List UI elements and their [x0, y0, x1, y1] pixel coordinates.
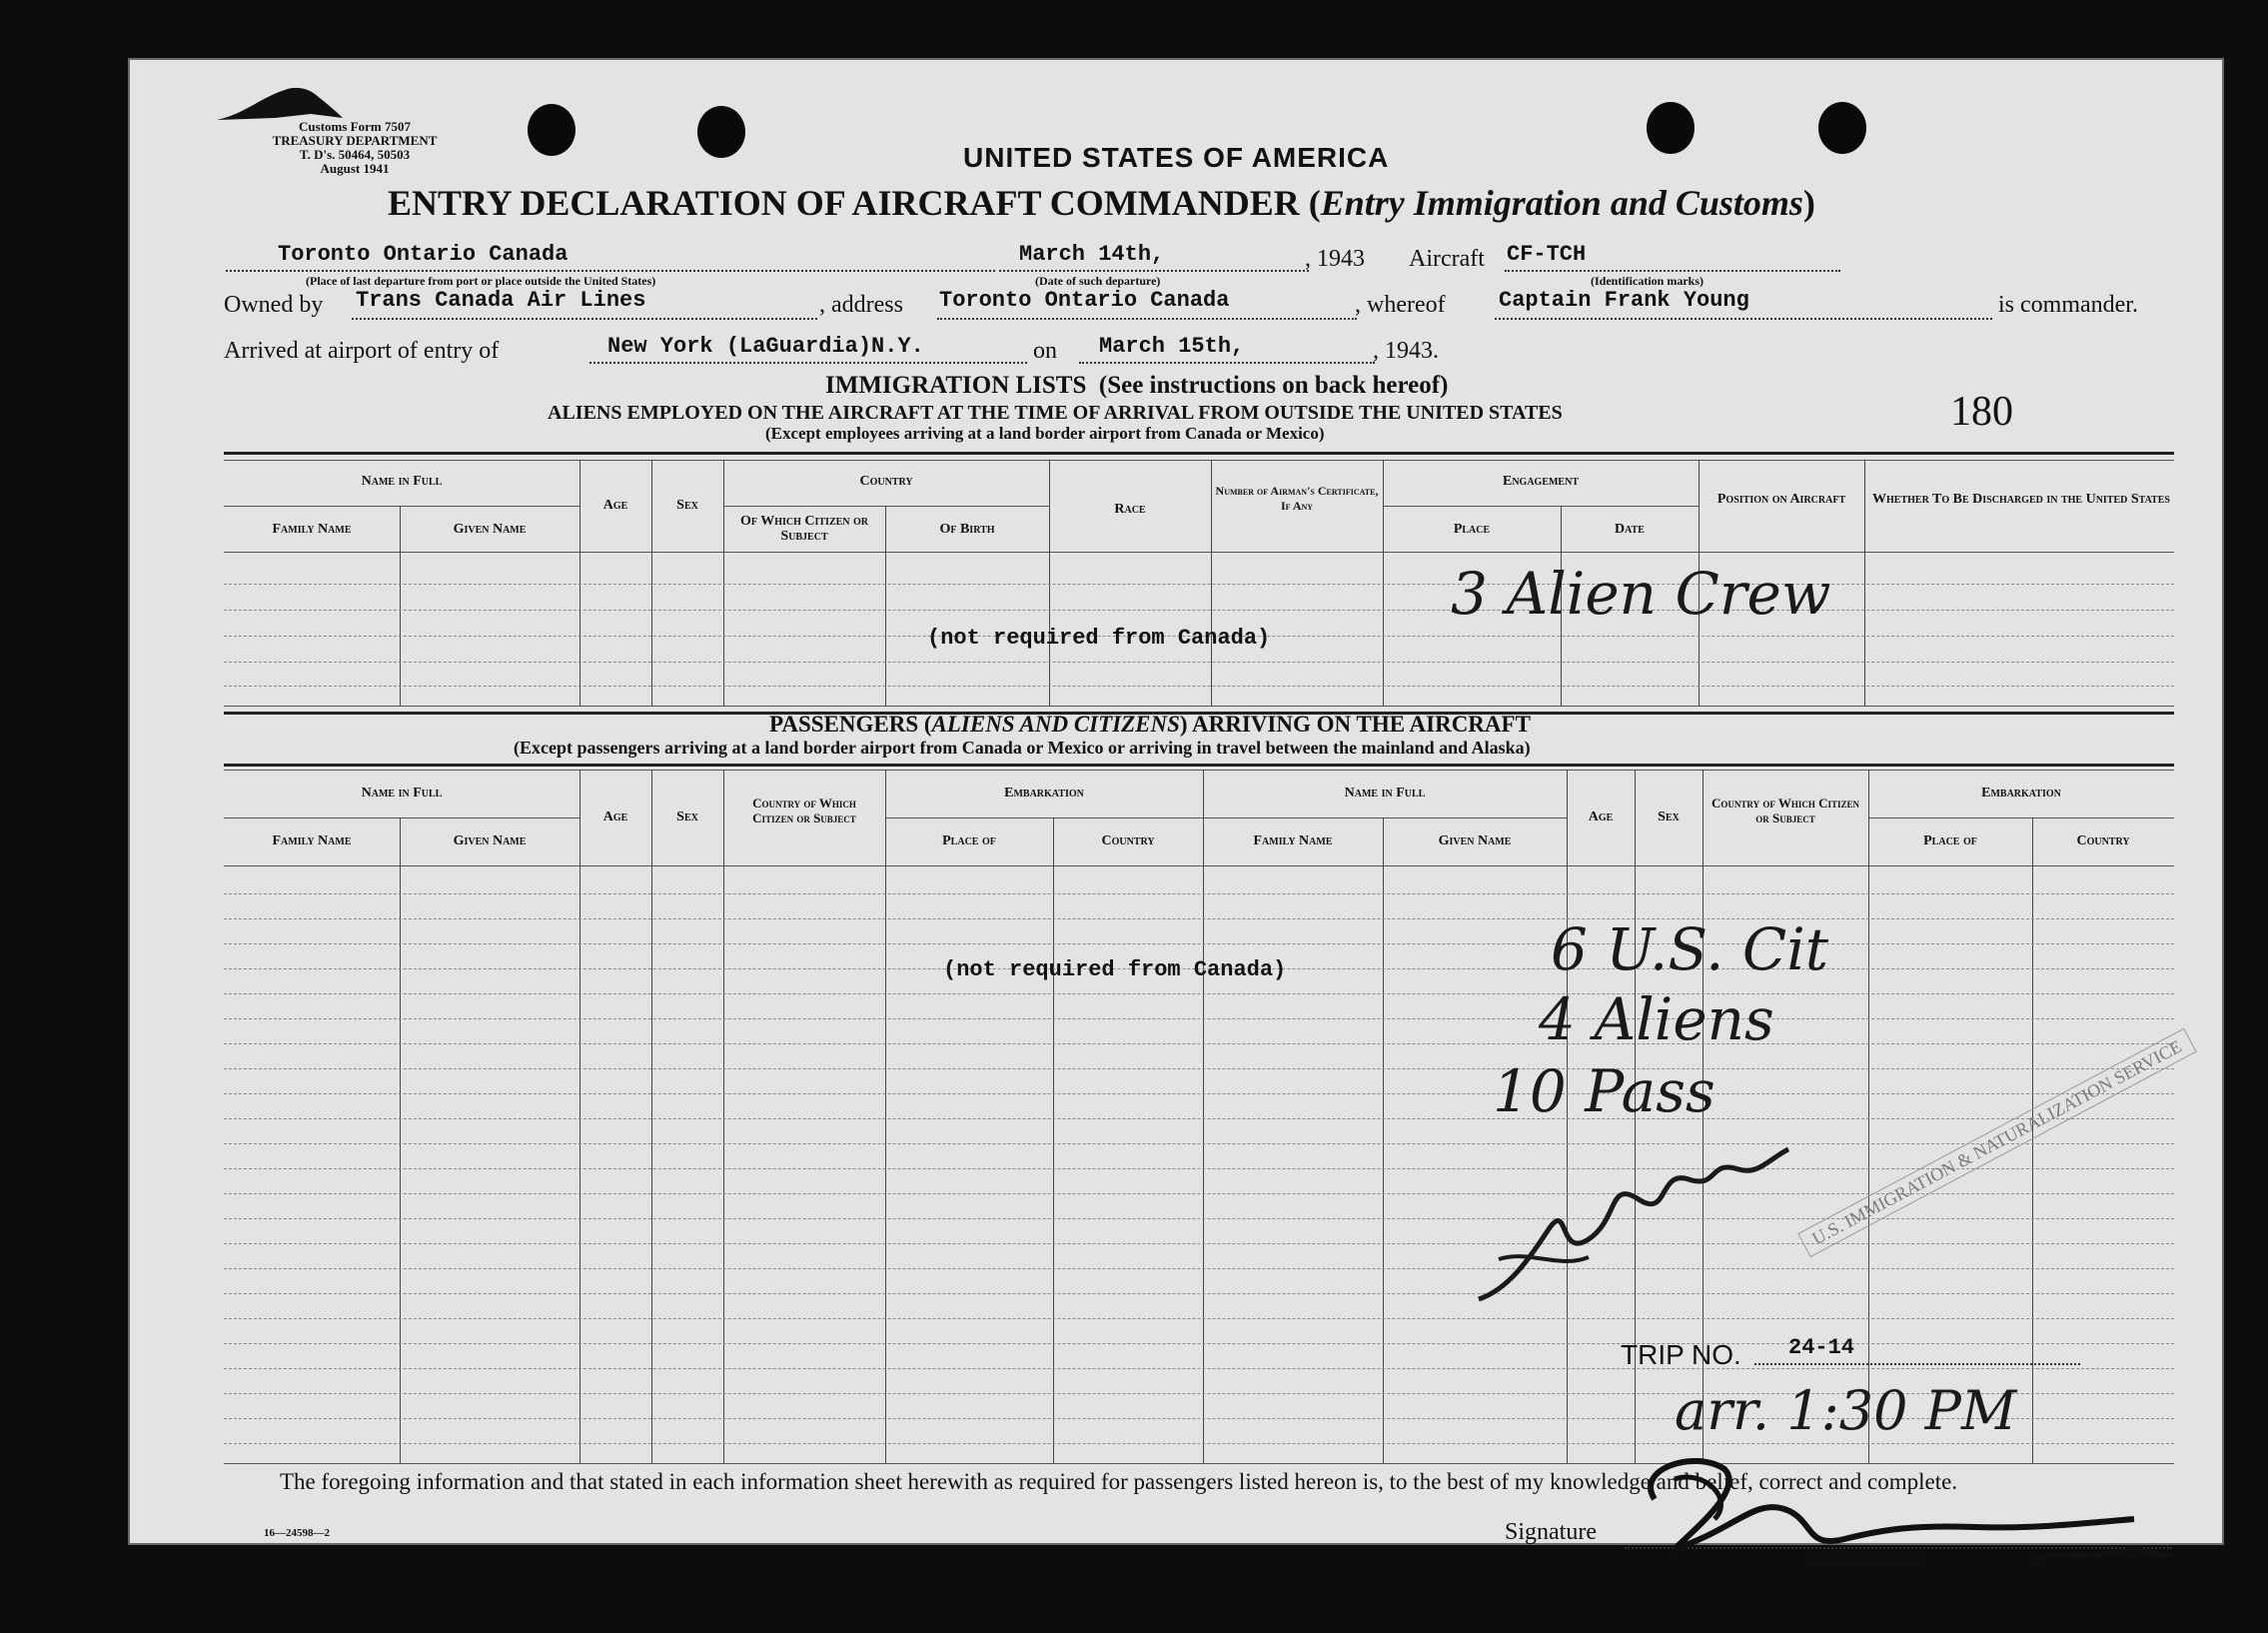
- col-age: Age: [602, 498, 628, 513]
- column-divider: [400, 817, 401, 1463]
- col-citizen-of: Country of Which Citizen or Subject: [752, 796, 856, 825]
- row-rule: [224, 1168, 2174, 1169]
- owned-by-label: Owned by: [224, 292, 324, 318]
- signature-label: Signature: [1505, 1519, 1597, 1545]
- column-divider: [2032, 817, 2033, 1463]
- passengers-title-italic: ALIENS AND CITIZENS: [931, 712, 1180, 737]
- table-rule: [885, 817, 1203, 818]
- departure-place: Toronto Ontario Canada: [278, 242, 568, 267]
- col-engagement: Engagement: [1502, 474, 1579, 489]
- punch-hole: [528, 104, 575, 156]
- passengers-subnote: (Except passengers arriving at a land border airport from Canada or Mexico or arriving in travel between the mainland and Alaska): [514, 738, 1531, 758]
- immigration-title: [825, 372, 1448, 400]
- column-divider: [885, 770, 886, 1463]
- col-name-in-full: Name in Full: [361, 474, 443, 489]
- col-family-name-right: Family Name: [1253, 833, 1333, 848]
- official-stamp: U.S. IMMIGRATION & NATURALIZATION SERVICE: [1797, 1028, 2196, 1257]
- arrival-on-label: on: [1033, 338, 1057, 364]
- eagle-emblem-icon: [215, 84, 345, 124]
- underline: [226, 270, 995, 272]
- arrival-year: , 1943.: [1373, 338, 1439, 364]
- table-border: [224, 452, 2174, 455]
- punch-hole: [697, 106, 745, 158]
- row-rule: [224, 1318, 2174, 1319]
- row-rule: [224, 918, 2174, 919]
- form-code: 16—24598—2: [264, 1527, 330, 1539]
- country-title: UNITED STATES OF AMERICA: [963, 142, 1390, 173]
- immigration-title-text: IMMIGRATION LISTS: [825, 372, 1087, 399]
- td-reference: T. D's. 50464, 50503: [299, 147, 411, 162]
- column-divider: [1049, 460, 1050, 706]
- row-rule: [224, 943, 2174, 944]
- handwritten-arrival-time: arr. 1:30 PM: [1675, 1379, 2017, 1442]
- column-divider: [1211, 460, 1212, 706]
- column-divider: [1383, 817, 1384, 1463]
- col-discharged: Whether To Be Discharged in the United States: [1872, 492, 2170, 507]
- form-title: [388, 182, 1815, 224]
- col-date: Date: [1615, 522, 1645, 537]
- crew-handwritten-note: 3 Alien Crew: [1451, 560, 1831, 628]
- col-family-name: Family Name: [272, 833, 352, 848]
- form-date: August 1941: [320, 161, 390, 176]
- departure-date-caption: (Date of such departure): [1035, 274, 1161, 288]
- trip-number: 24-14: [1788, 1335, 1855, 1360]
- departure-place-caption: (Place of last departure from port or place outside the United States): [306, 274, 656, 288]
- form-number: Customs Form 7507: [299, 119, 411, 134]
- underline: [1505, 270, 1840, 272]
- underline: [1754, 1363, 2080, 1365]
- col-age-right: Age: [1588, 810, 1614, 824]
- commander-signature: [1615, 1439, 2184, 1579]
- col-given-name-right: Given Name: [1438, 833, 1512, 848]
- punch-hole: [1818, 102, 1866, 154]
- form-id-block: [210, 120, 500, 176]
- row-rule: [224, 662, 2174, 663]
- underline: [1079, 362, 1375, 364]
- passengers-typed-note: (not required from Canada): [943, 957, 1287, 982]
- table-rule: [224, 706, 2174, 707]
- department: TREASURY DEPARTMENT: [272, 133, 438, 148]
- col-name-in-full-right: Name in Full: [1344, 786, 1426, 801]
- address-label: , address: [819, 292, 903, 318]
- title-main: ENTRY DECLARATION OF AIRCRAFT COMMANDER (: [388, 183, 1321, 223]
- certification-statement: The foregoing information and that stated in each information sheet herewith as required for passengers listed hereon is, to the best of my knowledge and belief, correct and complete.: [280, 1469, 1958, 1494]
- col-name-in-full: Name in Full: [361, 786, 443, 801]
- row-rule: [224, 1068, 2174, 1069]
- row-rule: [224, 1143, 2174, 1144]
- aircraft-marks: CF-TCH: [1507, 242, 1587, 267]
- arrival-airport: New York (LaGuardia)N.Y.: [607, 334, 924, 359]
- row-rule: [224, 1293, 2174, 1294]
- col-of-birth: Of Birth: [939, 522, 995, 537]
- col-country: Country: [1101, 833, 1155, 848]
- handwritten-passengers: 10 Pass: [1493, 1057, 1715, 1125]
- row-rule: [224, 1243, 2174, 1244]
- column-divider: [651, 460, 652, 706]
- arrival-date: March 15th,: [1099, 334, 1245, 359]
- col-country-right: Country: [2076, 833, 2130, 848]
- commander-name: Captain Frank Young: [1499, 288, 1749, 313]
- row-rule: [224, 993, 2174, 994]
- immigration-officer-signature: [1469, 1139, 1798, 1319]
- col-embarkation-right: Embarkation: [1981, 786, 2061, 801]
- row-rule: [224, 610, 2174, 611]
- underline: [352, 318, 817, 320]
- stamped-number: 180: [1950, 389, 2013, 435]
- column-divider: [1864, 460, 1865, 706]
- col-age: Age: [602, 810, 628, 824]
- column-divider: [1203, 770, 1204, 1463]
- row-rule: [224, 686, 2174, 687]
- column-divider: [1383, 460, 1384, 706]
- table-rule: [224, 865, 2174, 866]
- row-rule: [224, 584, 2174, 585]
- row-rule: [224, 893, 2174, 894]
- table-rule: [723, 506, 1049, 507]
- col-sex: Sex: [676, 498, 698, 513]
- row-rule: [224, 1118, 2174, 1119]
- row-rule: [224, 1268, 2174, 1269]
- passengers-title-b: ) ARRIVING ON THE AIRCRAFT: [1179, 712, 1531, 737]
- crew-typed-note: (not required from Canada): [927, 626, 1271, 651]
- row-rule: [224, 1368, 2174, 1369]
- column-divider: [723, 460, 724, 706]
- underline: [999, 270, 1309, 272]
- aircraft-caption: (Identification marks): [1591, 274, 1703, 288]
- col-sex: Sex: [676, 810, 698, 824]
- passengers-title-a: PASSENGERS (: [769, 712, 932, 737]
- departure-date: March 14th,: [1019, 242, 1165, 267]
- col-citizen-of: Of Which Citizen or Subject: [739, 514, 869, 544]
- trip-label: TRIP NO.: [1621, 1339, 1741, 1370]
- passengers-title: [769, 712, 1531, 738]
- col-place-of: Place of: [942, 833, 996, 848]
- column-divider: [1053, 817, 1054, 1463]
- col-place-of-right: Place of: [1923, 833, 1977, 848]
- col-citizen-of-right: Country of Which Citizen or Subject: [1711, 796, 1859, 825]
- column-divider: [723, 770, 724, 1463]
- table-rule: [224, 506, 579, 507]
- column-divider: [579, 770, 580, 1463]
- immigration-subnote: (Except employees arriving at a land border airport from Canada or Mexico): [765, 424, 1325, 443]
- table-rule: [1868, 817, 2174, 818]
- row-rule: [224, 1343, 2174, 1344]
- col-embarkation: Embarkation: [1004, 786, 1084, 801]
- column-divider: [579, 460, 580, 706]
- col-position: Position on Aircraft: [1716, 492, 1846, 507]
- whereof-label: , whereof: [1355, 292, 1446, 318]
- row-rule: [224, 1018, 2174, 1019]
- underline: [1495, 318, 1992, 320]
- col-airman-cert: Number of Airman's Certificate, If Any: [1215, 484, 1379, 513]
- col-place: Place: [1453, 522, 1491, 537]
- col-country: Country: [859, 474, 913, 489]
- immigration-title-note: (See instructions on back hereof): [1098, 372, 1449, 399]
- col-race: Race: [1114, 502, 1146, 517]
- col-family-name: Family Name: [272, 522, 352, 537]
- immigration-subtitle: ALIENS EMPLOYED ON THE AIRCRAFT AT THE TIME OF ARRIVAL FROM OUTSIDE THE UNITED STATES: [548, 402, 1563, 424]
- row-rule: [224, 1093, 2174, 1094]
- aircraft-label: Aircraft: [1409, 246, 1485, 272]
- col-given-name: Given Name: [453, 522, 527, 537]
- underline: [589, 362, 1027, 364]
- table-border: [224, 764, 2174, 767]
- commander-suffix: is commander.: [1998, 292, 2138, 318]
- table-rule: [224, 770, 2174, 771]
- signature-caption: (Aircraft commander): [1806, 1549, 1921, 1563]
- handwritten-aliens: 4 Aliens: [1539, 985, 1774, 1053]
- row-rule: [224, 1043, 2174, 1044]
- arrival-label: Arrived at airport of entry of: [224, 338, 500, 364]
- owner-address: Toronto Ontario Canada: [939, 288, 1230, 313]
- punch-hole: [1647, 102, 1695, 154]
- table-rule: [1383, 506, 1699, 507]
- column-divider: [651, 770, 652, 1463]
- handwritten-us-citizens: 6 U.S. Cit: [1551, 915, 1829, 983]
- departure-year: , 1943: [1305, 246, 1365, 272]
- col-sex-right: Sex: [1658, 810, 1680, 824]
- col-given-name: Given Name: [453, 833, 527, 848]
- column-divider: [1868, 770, 1869, 1463]
- title-italic: Entry Immigration and Customs: [1320, 183, 1803, 223]
- title-close: ): [1802, 183, 1815, 223]
- table-rule: [224, 817, 579, 818]
- owner-name: Trans Canada Air Lines: [356, 288, 646, 313]
- table-rule: [224, 552, 2174, 553]
- table-rule: [224, 460, 2174, 461]
- underline: [937, 318, 1357, 320]
- table-rule: [1203, 817, 1567, 818]
